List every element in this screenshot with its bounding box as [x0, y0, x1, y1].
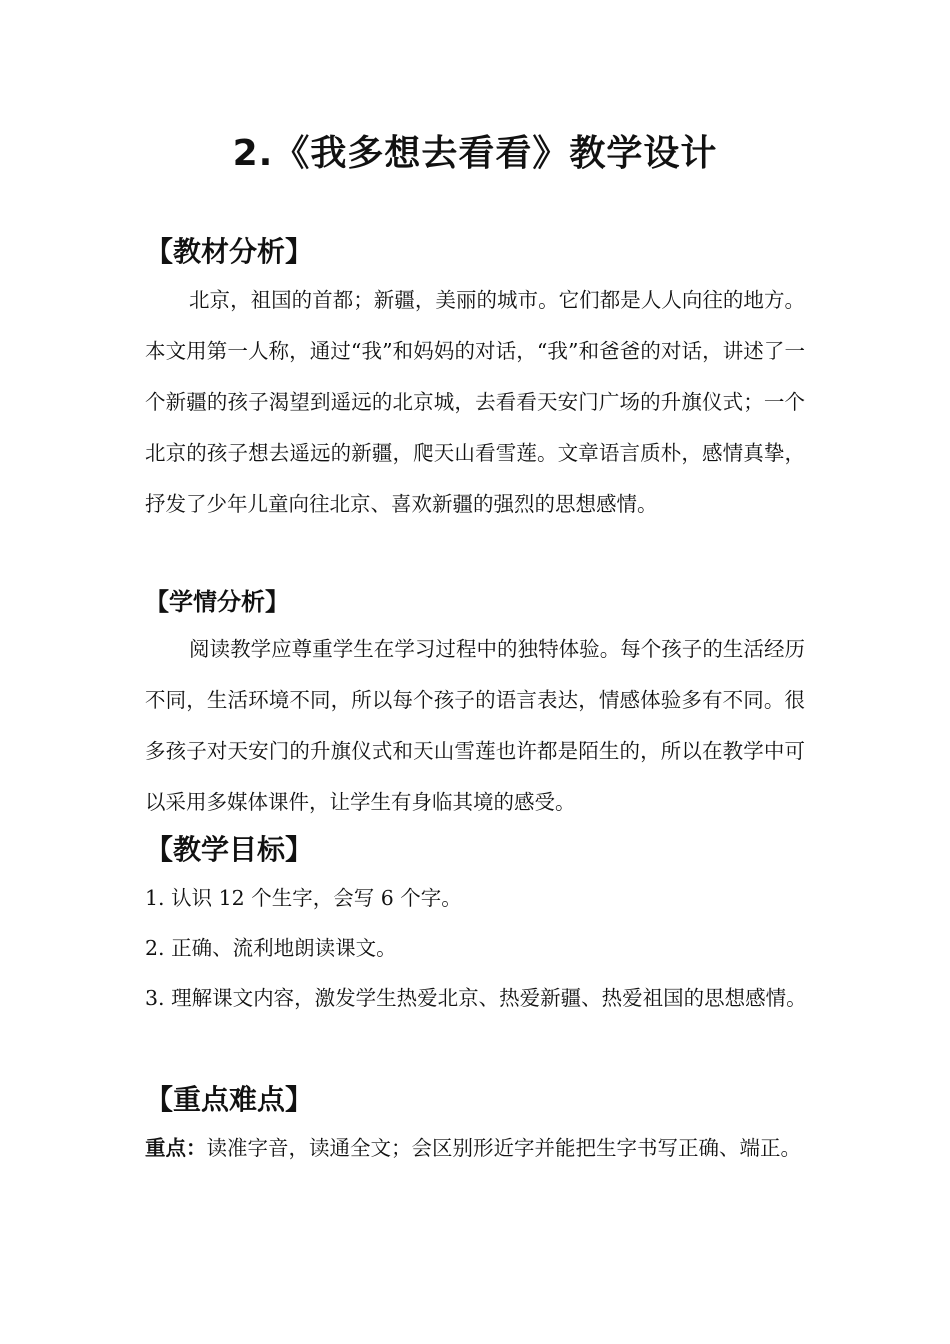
goal-item-3: 3. 理解课文内容，激发学生热爱北京、热爱新疆、热爱祖国的思想感情。: [145, 986, 807, 1010]
key-points-label: 重点：: [145, 1136, 207, 1160]
goal-item-1: 1. 认识 12 个生字，会写 6 个字。: [145, 886, 462, 910]
section-heading-teaching-goals: 【教学目标】: [145, 833, 314, 866]
goal-item-2: 2. 正确、流利地朗读课文。: [145, 936, 397, 960]
paragraph-student-analysis: 阅读教学应尊重学生在学习过程中的独特体验。每个孩子的生活经历不同，生活环境不同，所以每个孩子的语言表达，情感体验多有不同。很多孩子对天安门的升旗仪式和天山雪莲也许都是陌生的，所以在教学中可以采用多媒体课件，让学生有身临其境的感受。: [145, 637, 805, 814]
section-heading-key-points: 【重点难点】: [145, 1083, 314, 1116]
section-heading-material-analysis: 【教材分析】: [145, 235, 314, 268]
section-heading-student-analysis: 【学情分析】: [145, 588, 289, 616]
key-points-text: 读准字音，读通全文；会区别形近字并能把生字书写正确、端正。: [206, 1136, 801, 1160]
document-title: 2.《我多想去看看》教学设计: [232, 133, 718, 174]
paragraph-material-analysis: 北京，祖国的首都；新疆，美丽的城市。它们都是人人向往的地方。本文用第一人称，通过“我”和妈妈的对话，“我”和爸爸的对话，讲述了一个新疆的孩子渴望到遥远的北京城，去看看天安门广场的升旗仪式；一个北京的孩子想去遥远的新疆，爬天山看雪莲。文章语言质朴，感情真挚，抒发了少年儿童向往北京、喜欢新疆的强烈的思想感情。: [145, 288, 805, 516]
paragraph-key-points: [145, 1123, 805, 1174]
